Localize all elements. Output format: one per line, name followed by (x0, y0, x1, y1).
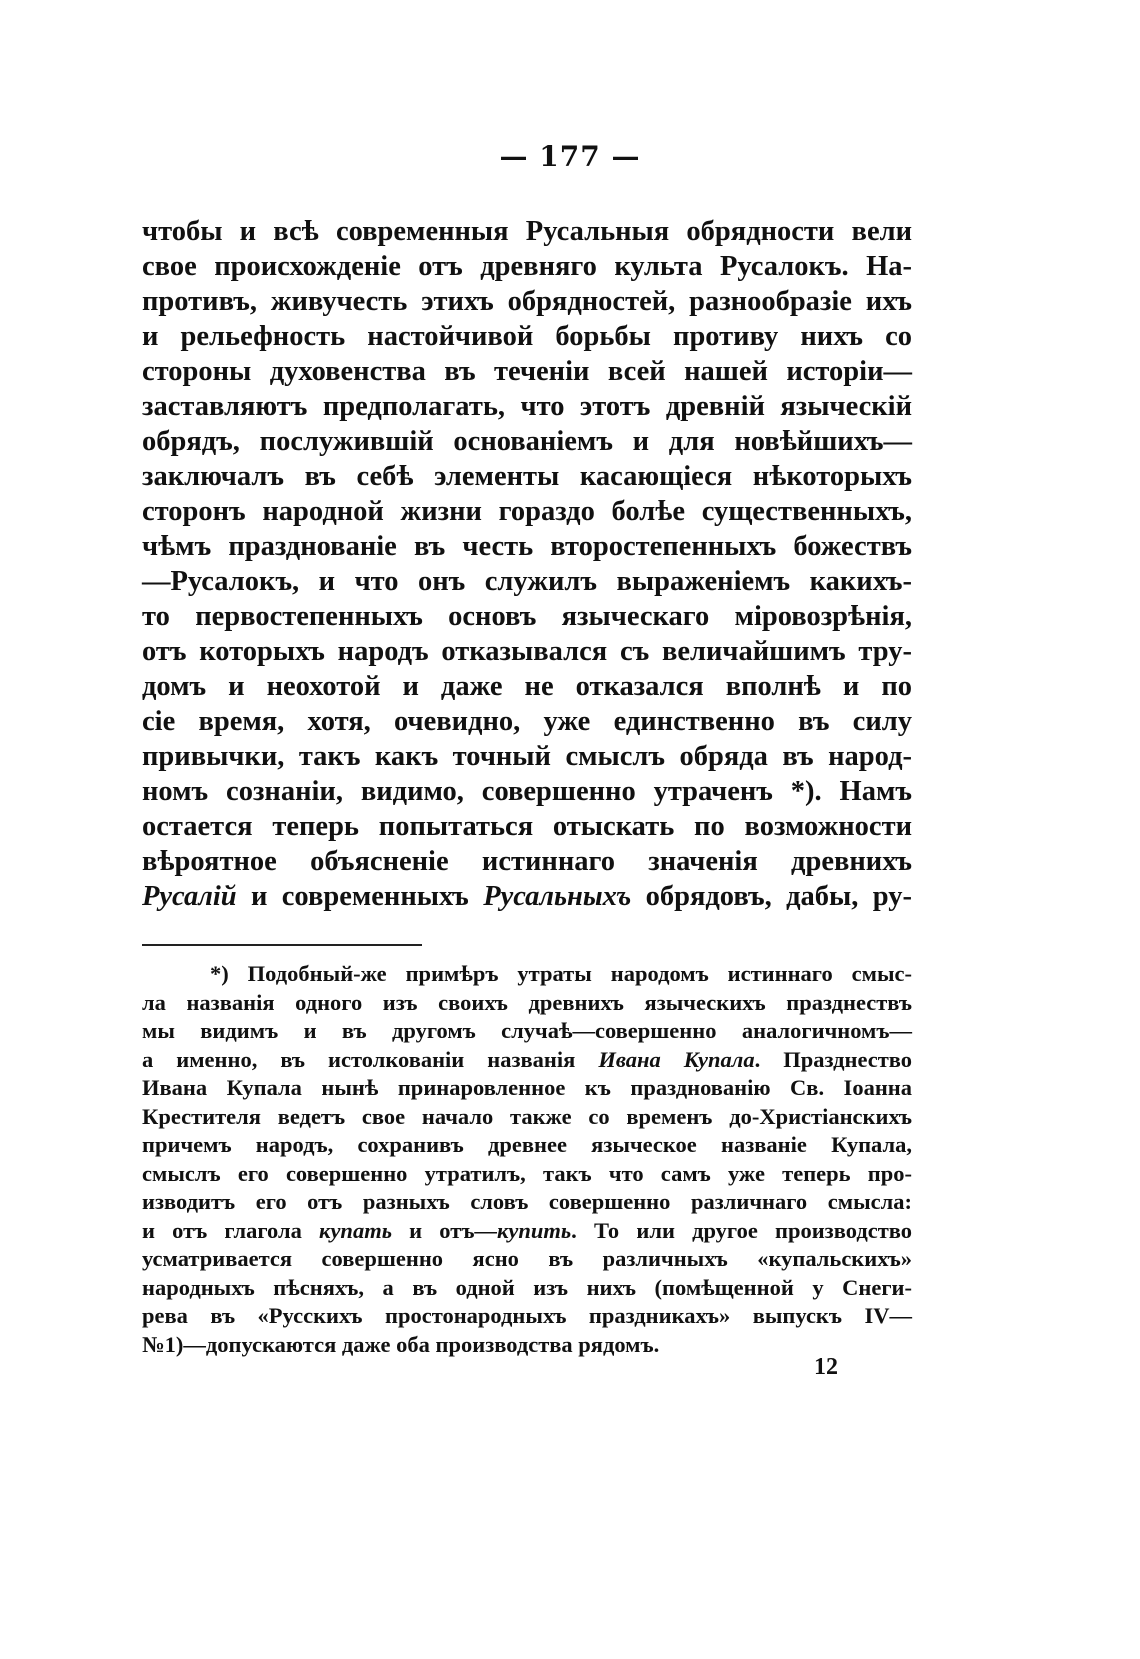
footnote-line: усматривается совершенно ясно въ различныхъ «купальскихъ» (142, 1246, 912, 1271)
text-line: домъ и неохотой и даже не отказался вполнѣ и по (142, 671, 912, 702)
text-line: свое происхожденіе отъ древняго культа Русалокъ. На- (142, 251, 912, 282)
footnote-line: смыслъ его совершенно утратилъ, такъ что самъ уже теперь про- (142, 1160, 912, 1186)
text-line: номъ сознаніи, видимо, совершенно утраченъ *). Намъ (142, 776, 912, 807)
text-line: чтобы и всѣ современныя Русальныя обрядности вели (142, 216, 912, 247)
text-fragment: и отъ глагола (142, 1217, 320, 1243)
text-line: вѣроятное объясненіе истиннаго значенія древнихъ (142, 846, 912, 877)
page-number: — 177 — (499, 140, 641, 173)
footnote (142, 960, 912, 1359)
italic-term: Русалій (142, 881, 237, 912)
footnote-line: Крестителя ведетъ свое начало также со временъ до-Христіанскихъ (142, 1103, 912, 1129)
text-line: противъ, живучесть этихъ обрядностей, разнообразіе ихъ (142, 286, 912, 317)
footnote-line: народныхъ пѣсняхъ, а въ одной изъ нихъ (помѣщенной у Снеги- (142, 1274, 912, 1300)
text-line: сторонъ народной жизни гораздо болѣе существенныхъ, (142, 496, 912, 527)
footnote-line: мы видимъ и въ другомъ случаѣ—совершенно аналогичномъ— (142, 1018, 912, 1043)
text-line: заставляютъ предполагать, что этотъ древній языческій (142, 391, 912, 422)
text-fragment: и отъ— (392, 1217, 497, 1243)
text-line: стороны духовенства въ теченіи всей нашей исторіи— (142, 356, 912, 387)
text-line: чѣмъ празднованіе въ честь второстепенныхъ божествъ (142, 531, 912, 562)
footnote-line (142, 1217, 912, 1246)
text-fragment: и современныхъ (236, 881, 484, 912)
text-line-last (142, 879, 912, 914)
text-line: —Русалокъ, и что онъ служилъ выраженіемъ какихъ- (142, 566, 912, 597)
text-line: заключалъ въ себѣ элементы касающіеся нѣкоторыхъ (142, 461, 912, 492)
text-fragment: . То или другое производство (571, 1217, 912, 1243)
footnote-line: *) Подобный-же примѣръ утраты народомъ истиннаго смыс- (210, 961, 912, 986)
text-line: остается теперь попытаться отыскать по возможности (142, 811, 912, 842)
main-text (142, 214, 912, 914)
text-line: отъ которыхъ народъ отказывался съ величайшимъ тру- (142, 636, 912, 667)
footnote-line: причемъ народъ, сохранивъ древнее языческое названіе Купала, (142, 1132, 912, 1157)
italic-term: Русальныхъ (483, 881, 632, 912)
text-line: и рельефность настойчивой борьбы противу нихъ со (142, 321, 912, 352)
text-fragment: . Празднество (754, 1046, 913, 1072)
text-fragment: а именно, въ истолкованіи названія (142, 1046, 599, 1072)
footnote-line (142, 1046, 912, 1075)
footnote-line: рева въ «Русскихъ простонародныхъ праздникахъ» выпускъ IV— (142, 1303, 912, 1328)
text-line: обрядъ, послужившій основаніемъ и для новѣйшихъ— (142, 426, 912, 457)
signature-mark: 12 (814, 1354, 838, 1380)
text-line: сіе время, хотя, очевидно, уже единственно въ силу (142, 706, 912, 737)
footnote-line: изводитъ его отъ разныхъ словъ совершенно различнаго смысла: (142, 1189, 912, 1214)
text-line: то первостепенныхъ основъ языческаго міровозрѣнія, (142, 601, 912, 632)
italic-term: купать (319, 1217, 392, 1243)
footnote-divider (142, 944, 422, 946)
footnote-line: ла названія одного изъ своихъ древнихъ языческихъ празднествъ (142, 989, 912, 1015)
italic-term: Ивана Купала (598, 1046, 755, 1072)
text-line: привычки, такъ какъ точный смыслъ обряда въ народ- (142, 741, 912, 772)
footnote-line: Ивана Купала нынѣ принаровленное къ празднованію Св. Іоанна (142, 1075, 912, 1100)
italic-term: купить (496, 1217, 572, 1243)
text-fragment: обрядовъ, дабы, ру- (631, 881, 912, 912)
footnote-line-last: №1)—допускаются даже оба производства рядомъ. (142, 1331, 660, 1357)
